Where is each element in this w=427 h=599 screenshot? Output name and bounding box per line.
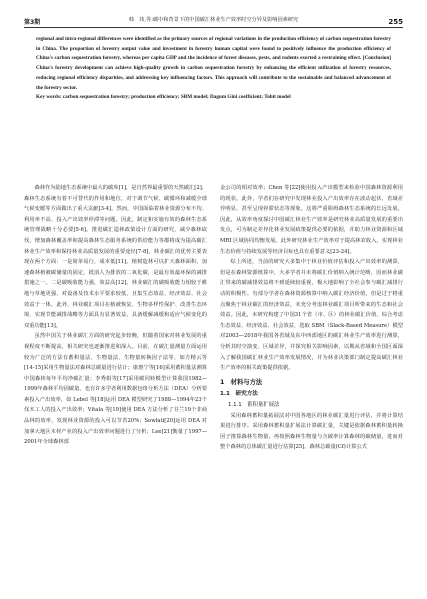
header-rule: [24, 27, 403, 28]
paragraph: 森林作为陆地生态系统中最大的碳库[1]，是自然界最重要的天然碳汇[2]，森林生态系统有着不可替代的作用和地位，对于调节气候、碳循环和减缓全球气候变暖等方面做出了重大贡献[3-4]。然而，中国面临着林业资源分布不均、利用率不高、投入产出效率停滞等问题。因此，制定和实施有效的森林生态系统管理战略十分必要[5-6]。推进碳汇造林政策设计方面的研究，减少森林砍伐，增加森林覆盖率和提高森林生态服务系统的供给能力等都将成为提高碳汇林业生产效率和保持林业高质量发展的重要途径[7-8]。林业碳汇的优势主要表现在两个方面：一是简单易行，成本低[11]。植树造林可以扩大森林面积，加速森林植被碳储量的固定，抵消人为排放的二氧化碳，是最有效最环保的减排措施之一。二是碳吸收能力强，效益高[12]。林业碳汇的碳吸收能力相较于耕地与草地更强，对设备及技术水平要求较低，且集生态效益、经济效益、社会效益于一体。此外，林业碳汇项目在植被恢复、生物多样性保护、改善生态环境、实现节能减排战略等方面具有显著效益，具备缓解减缓和适应气候变化的双重功能[13]。: [24, 185, 207, 329]
section-heading: 1 材料与方法: [220, 378, 263, 386]
paragraph: 采用森林蓄积量拓展法对中国各地区的林业碳汇量进行评估，并将计算结果进行排序。采用森林蓄积量扩展法计算碳汇量，关键是依据森林蓄积量转换因子推算森林生物量，再按照森林生物量与含碳率计算森林的碳储量，进而对整个森林的总体碳汇量进行估算[25]。森林总碳量(Cf)计算公式: [220, 412, 403, 451]
paragraph: 金公司的相对效率；Chen 等[22]使用投入产出模型来检验中国森林资源利用的现状。此外，学者们在研究中发现林业投入产出效率存在波动起伏、省域差异明显、甚至呈现停滞状态等现象，这将严重阻碍森林生态系统的长远发展。因此，从效率角度探讨中国碳汇林业生产效率是研究林业高质量发展的重要出发点，可为制定差异化林业发展政策提供必要的依据，并助力林业资源和区域 MRI 区域协同均衡发展。此外研究林业生产效率对于提高林农收入，实现林业生态价值与持续发展等经济目标也具有重要意义[23-24]。: [220, 185, 403, 255]
abstract-body: regional and intra-regional differences were identified as the primary sources of regional variations in the production efficiency of carbon sequestration forestry in China. The proportion of forestry output value and investment in forestry human capital were found to positively influence the production efficiency of China's carbon sequestration forestry, whereas per capita GDP and the incidence of forest diseases, pests, and rodents exerted a restraining effect. [Conclusion] China's forestry development can achieve high-quality growth in carbon sequestration forestry by enhancing the efficient utilization of forestry resources, reducing regional efficiency disparities, and addressing key influencing factors. This approach will contribute to the sustainable and balanced advancement of the forestry sector.: [36, 36, 391, 91]
paragraph: 综上所述，当前的研究大多集中于林业价值评估和投入产出效率的测算，但是在森林资源核算中，大多学者并未将碳汇价值纳入统计范畴，因而林业碳汇带来的碳减排效益将不到延续较重视，极大地影响了全社会参与碳汇减排行动的积极性。有部分学者在森林资源核算中纳入碳汇经济价值，但是过于将重点聚焦于林业碳汇的经济效益，未充分考虑林业碳汇项目所带来的生态和社会效益。因此，本研究构建了中国31个省（市、区）的林业碳汇价值，综合考虑生态效益、经济效益、社会效益，选取 SBM（Slack-Based Measure）模型对2003—2018年我国各省域及东中西部地区的碳汇林业生产效率进行测算，分析其时空演变、区域差异，并探究相关影响因素，以期从省域和全国区面深入了解我国碳汇林业生产效率发展情况，并为林业决策部门制定提高碳汇林业生产效率的相关政策提供依据。: [220, 259, 403, 372]
subsection-heading: 1.1 研究方法: [220, 390, 258, 397]
left-column: [24, 183, 207, 585]
running-title: 韩 玮,等:碳中和背景下的中国碳汇林业生产效率时空分异及影响因素研究: [128, 17, 299, 23]
english-abstract: [36, 35, 391, 103]
keywords: Key words: carbon sequestration forestry; production efficiency; SBM model; Dagum Gini coefficient; Tobit model: [36, 94, 291, 101]
page-number: 255: [388, 18, 403, 26]
page-header: [24, 14, 403, 26]
issue-number: 第3期: [24, 19, 41, 26]
right-column: [220, 183, 403, 585]
paragraph: 虽然中国关于林业碳汇方面的研究起步较晚，但随着国家对林业发展的重视程度不断提高，相关研究也逐渐推进和深入。目前，在碳汇量测量方面运用较为广泛的方法有蓄积量法、生物量法、生物量转换因子法等，如方精云等[14-15]采用生物量法对森林总碳量进行估计；康惠宁等[16]采用蓄积量法测算中国森林每年平均净碳汇量；李秀娟等[17]采用碳同转模型计算我国1982—1999年森林平均固碳量。也有许多学者利用数据包络分析方法（DEA）分析要素投入产出效率，如 Lebel 等[18]运用 DEA 模型研究了1988—1994年23个伐木工人的投入产出效率；Vitala 等[19]使用 DEA 方法分析了芬兰19个非商品林的效率，发现林业资源的投入可以节省20%；Sowlati[20]运用 DEA 对加拿大地区木材产业的投入产出效率问题进行了分析；Lee[21]衡量了1997—2001年全球森林部: [24, 333, 207, 446]
subsubsection-heading: 1.1.1 蓄积量扩展法: [228, 401, 280, 408]
body-columns: [24, 183, 403, 585]
